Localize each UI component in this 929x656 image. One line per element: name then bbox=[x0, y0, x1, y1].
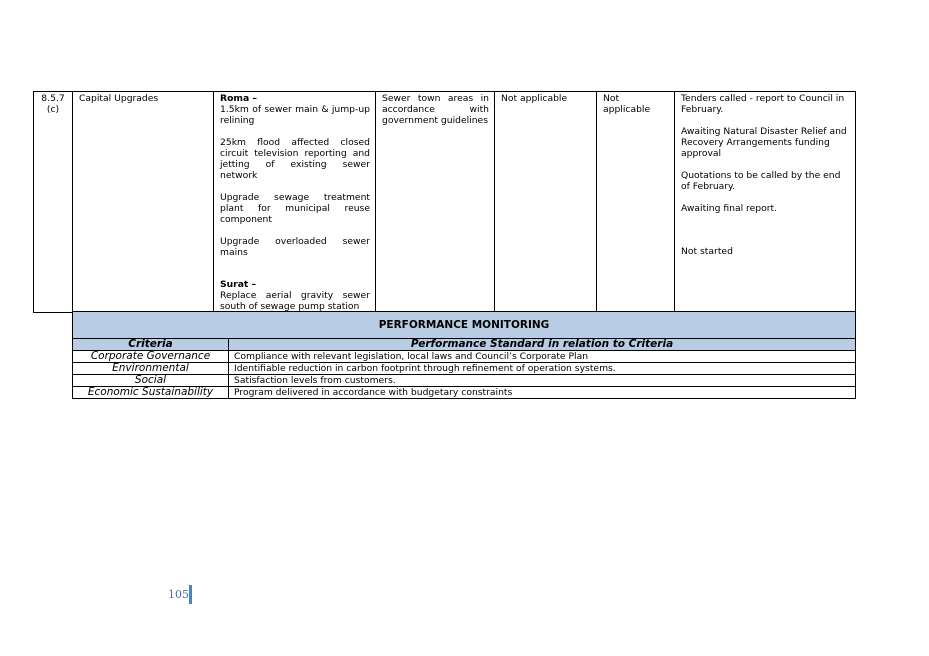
scope-item: Upgrade sewage treatment plant for municipal reuse component bbox=[220, 192, 370, 225]
standard-cell: Identifiable reduction in carbon footprint through refinement of operation systems. bbox=[229, 363, 856, 375]
page-number: 105 bbox=[168, 588, 189, 601]
standard-cell: Satisfaction levels from customers. bbox=[229, 375, 856, 387]
col6-text: Not applicable bbox=[603, 93, 651, 115]
item-sub-number: (c) bbox=[46, 104, 60, 115]
criteria-cell: Economic Sustainability bbox=[73, 387, 229, 399]
scope-item: Upgrade overloaded sewer mains bbox=[220, 236, 370, 258]
col5-text: Not applicable bbox=[501, 93, 568, 104]
table-row bbox=[73, 363, 856, 375]
status-item: Tenders called - report to Council in February. bbox=[681, 93, 845, 115]
col6-cell bbox=[597, 92, 675, 313]
item-name-cell bbox=[73, 92, 214, 313]
status-item: Awaiting Natural Disaster Relief and Recovery Arrangements funding approval bbox=[681, 126, 847, 159]
scope-item: Replace aerial gravity sewer south of sewage pump station bbox=[220, 290, 370, 312]
standard-cell: Program delivered in accordance with budgetary constraints bbox=[229, 387, 856, 399]
status-item: Awaiting final report. bbox=[681, 203, 778, 214]
col5-cell bbox=[495, 92, 597, 313]
standard-header: Performance Standard in relation to Criteria bbox=[229, 339, 856, 351]
criteria-cell: Environmental bbox=[73, 363, 229, 375]
status-item: Quotations to be called by the end of February. bbox=[681, 170, 841, 192]
table-row bbox=[73, 351, 856, 363]
surat-heading: Surat – bbox=[220, 279, 257, 290]
outcome-cell bbox=[376, 92, 495, 313]
table-row bbox=[73, 375, 856, 387]
item-number-cell bbox=[34, 92, 73, 313]
criteria-cell: Social bbox=[73, 375, 229, 387]
performance-title: PERFORMANCE MONITORING bbox=[73, 312, 856, 339]
scope-item: 25km flood affected closed circuit television reporting and jetting of existing sewer network bbox=[220, 137, 370, 181]
roma-heading: Roma – bbox=[220, 93, 257, 104]
page-number-bar bbox=[189, 585, 192, 604]
scope-item: 1.5km of sewer main & jump-up relining bbox=[220, 104, 370, 126]
scope-cell bbox=[214, 92, 376, 313]
status-cell bbox=[675, 92, 856, 313]
table-row bbox=[73, 387, 856, 399]
table-row bbox=[34, 92, 856, 313]
outcome-text: Sewer town areas in accordance with government guidelines bbox=[382, 93, 489, 126]
performance-monitoring-table bbox=[72, 311, 856, 399]
item-number: 8.5.7 bbox=[41, 93, 65, 104]
standard-cell: Compliance with relevant legislation, local laws and Council’s Corporate Plan bbox=[229, 351, 856, 363]
criteria-cell: Corporate Governance bbox=[73, 351, 229, 363]
status-item: Not started bbox=[681, 246, 733, 257]
item-name: Capital Upgrades bbox=[79, 93, 159, 104]
capital-upgrades-table bbox=[33, 91, 856, 313]
criteria-header: Criteria bbox=[73, 339, 229, 351]
